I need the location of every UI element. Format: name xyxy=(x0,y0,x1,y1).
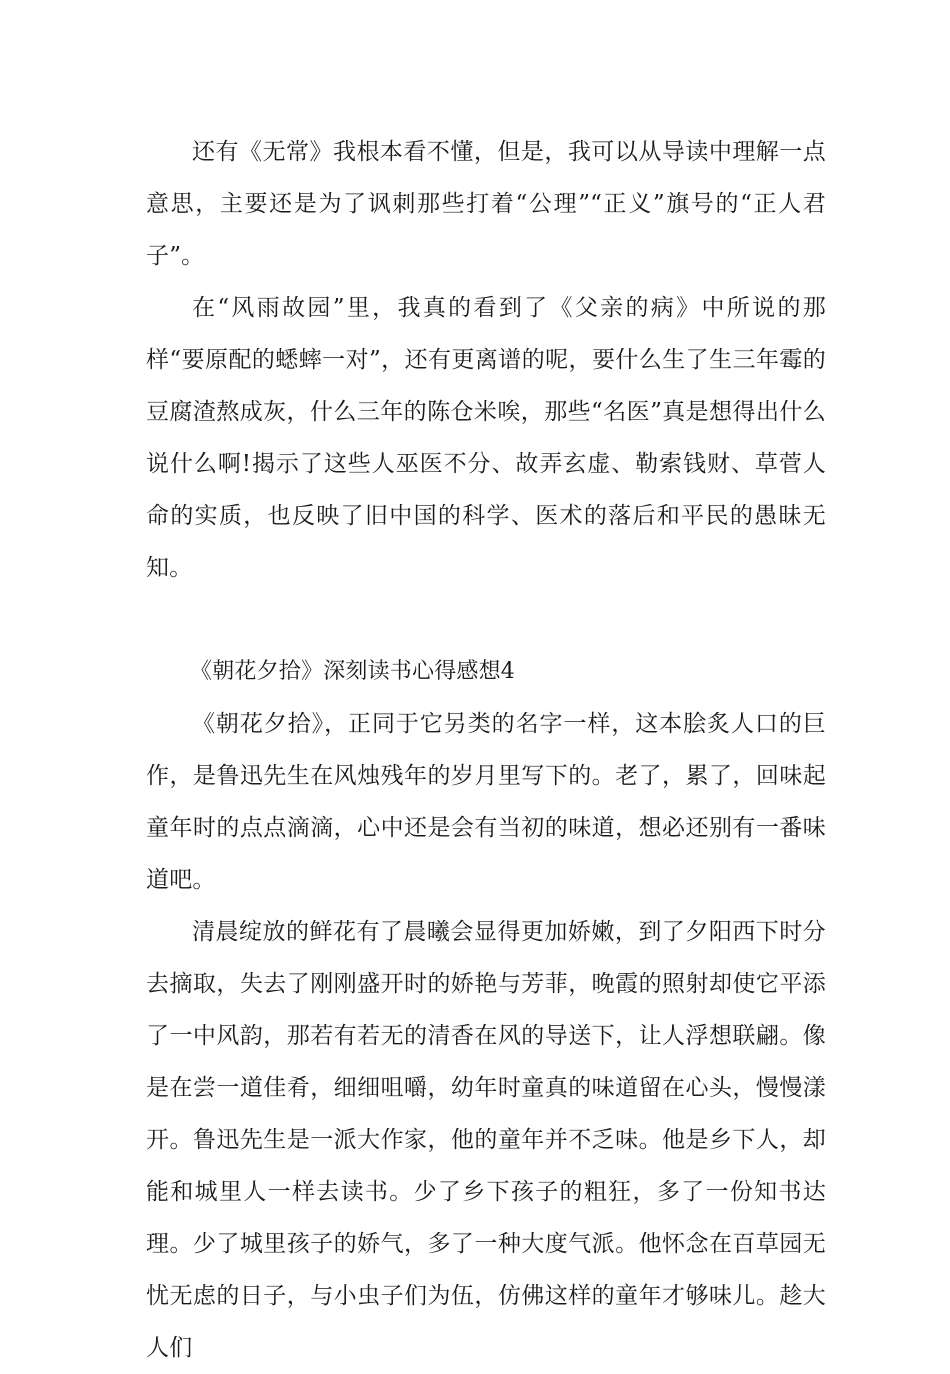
paragraph-wuchang: 还有《无常》我根本看不懂，但是，我可以从导读中理解一点意思，主要还是为了讽刺那些打着“公理”“正义”旗号的“正人君子”。 xyxy=(146,139,826,269)
section-title: 《朝花夕拾》深刻读书心得感想4 xyxy=(190,659,515,684)
paragraph-intro: 《朝花夕拾》，正同于它另类的名字一样，这本脍炙人口的巨作，是鲁迅先生在风烛残年的岁月里写下的。老了，累了，回味起童年时的点点滴滴，心中还是会有当初的味道，想必还别有一番味道吧。 xyxy=(146,711,826,893)
document-body xyxy=(146,126,826,1374)
section-spacer xyxy=(146,594,826,646)
paragraph-fengyu-guyuan: 在“风雨故园”里，我真的看到了《父亲的病》中所说的那样“要原配的蟋蟀一对”，还有更离谱的呢，要什么生了生三年霉的豆腐渣熬成灰，什么三年的陈仓米唉，那些“名医”真是想得出什么说什么啊!揭示了这些人巫医不分、故弄玄虚、勒索钱财、草菅人命的实质，也反映了旧中国的科学、医术的落后和平民的愚昧无知。 xyxy=(146,295,826,581)
paragraph-morning-flowers: 清晨绽放的鲜花有了晨曦会显得更加娇嫩，到了夕阳西下时分去摘取，失去了刚刚盛开时的娇艳与芳菲，晚霞的照射却使它平添了一中风韵，那若有若无的清香在风的导送下，让人浮想联翩。像是在尝一道佳肴，细细咀嚼，幼年时童真的味道留在心头，慢慢漾开。鲁迅先生是一派大作家，他的童年并不乏味。他是乡下人，却能和城里人一样去读书。少了乡下孩子的粗狂，多了一份知书达理。少了城里孩子的娇气，多了一种大度气派。他怀念在百草园无忧无虑的日子，与小虫子们为伍，仿佛这样的童年才够味儿。趁大人们 xyxy=(146,919,826,1361)
